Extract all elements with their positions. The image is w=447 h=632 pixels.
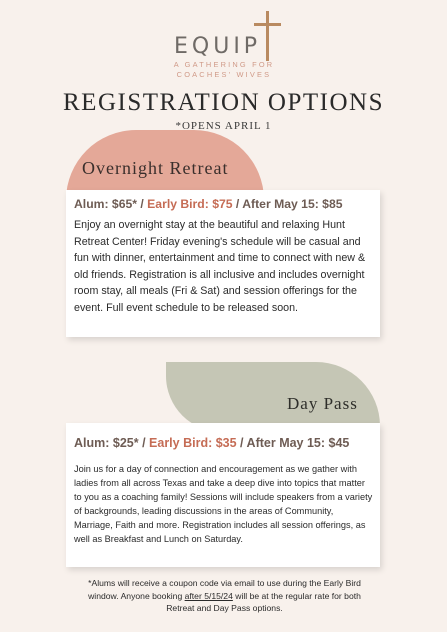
footnote-date: after 5/15/24 <box>184 590 233 601</box>
tagline-line1: A GATHERING FOR <box>173 60 275 69</box>
retreat-heading: Overnight Retreat <box>82 158 229 178</box>
daypass-description: Join us for a day of connection and encouragement as we gather with ladies from all across Texas and take a deep dive into topics that matter to you as a coaching family! Sessions will include speakers from a variety of backgrounds, leading discussions in the areas of Community, Marriage, Faith and more. Registration includes all session offerings, as well as Breakfast and Lunch on Saturday. <box>74 464 373 544</box>
page-subtitle: *OPENS APRIL 1 <box>175 120 272 132</box>
daypass-alum-price: Alum: $25* <box>74 436 139 450</box>
daypass-pricing <box>74 436 349 450</box>
footnote-text-start: *Alums will receive a coupon code via email to use during the Early Bird window. Anyone booking <box>88 578 361 601</box>
tagline-line2: COACHES' WIVES <box>176 70 272 79</box>
page-title: REGISTRATION OPTIONS <box>63 89 384 116</box>
retreat-after-price: After May 15: $85 <box>242 197 343 211</box>
footnote-text-end: will be at the regular rate for both Retreat and Day Pass options. <box>166 590 361 613</box>
retreat-alum-price: Alum: $65* <box>74 197 137 211</box>
daypass-early-bird-price: Early Bird: $35 <box>149 436 237 450</box>
retreat-early-bird-price: Early Bird: $75 <box>147 197 233 211</box>
cross-icon-bar <box>254 23 281 26</box>
price-separator: / <box>137 197 148 211</box>
daypass-after-price: After May 15: $45 <box>246 436 350 450</box>
footnote <box>82 577 367 615</box>
price-separator: / <box>138 436 150 450</box>
cross-icon <box>266 11 269 61</box>
daypass-heading: Day Pass <box>287 394 358 413</box>
logo-wordmark: EQUIP <box>174 34 262 59</box>
retreat-pricing <box>74 197 343 211</box>
price-separator: / <box>236 436 247 450</box>
retreat-description: Enjoy an overnight stay at the beautiful and relaxing Hunt Retreat Center! Friday evening's schedule will be casual and fun with dinner, entertainment and time to connect with new & old friends. Registration is all inclusive and includes overnight room stay, all meals (Fri & Sat) and session offerings for the event. Full event schedule to be released soon. <box>74 219 366 314</box>
price-separator: / <box>232 197 243 211</box>
